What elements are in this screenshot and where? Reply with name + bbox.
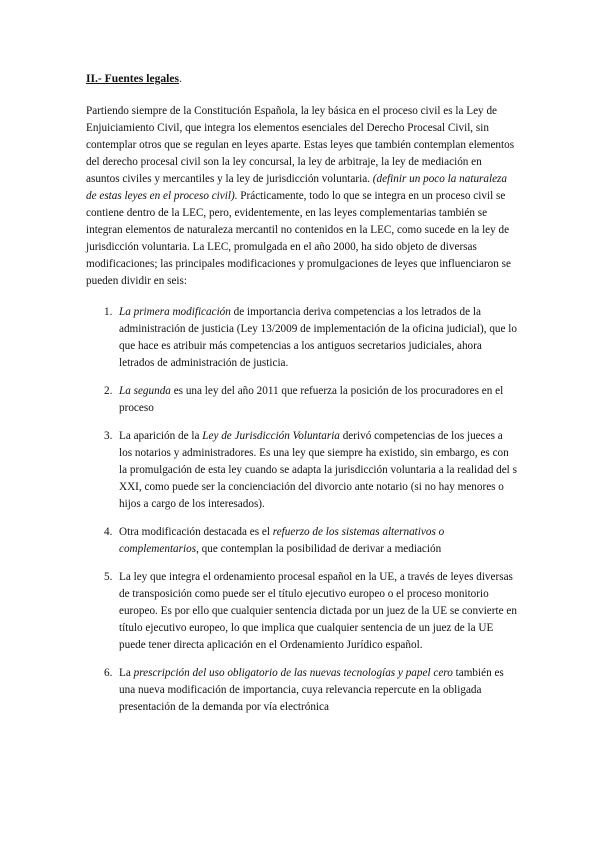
list-item-text-post: también es una nueva modificación de importancia, cuya relevancia repercute en la obligada presentación de la demanda por vía electrónica <box>119 667 504 713</box>
section-heading <box>86 70 518 87</box>
intro-text-part1: Partiendo siempre de la Constitución Española, la ley básica en el proceso civil es la Ley de Enjuiciamiento Civil, que integra los elementos esenciales del Derecho Procesal Civil, sin contemplar otros que se regulan en leyes aparte. Estas leyes que también contemplan elementos del derecho procesal civil son la ley concursal, la ley de arbitraje, la ley de mediación en asuntos civiles y mercantiles y la ley de jurisdicción voluntaria. <box>86 105 515 185</box>
list-item-number: 3. <box>104 430 113 442</box>
list-item-text-post: de importancia deriva competencias a los letrados de la administración de justicia (Ley 13/2009 de implementación de la oficina judicial), que lo que hace es atribuir más competencias a los antiguos secretarios judiciales, ahora letrados de administración de justicia. <box>119 306 517 369</box>
list-item-number: 5. <box>104 571 113 583</box>
list-item-number: 1. <box>104 306 113 318</box>
list-item-number: 4. <box>104 526 113 538</box>
section-heading-punct: . <box>179 72 182 85</box>
list-item-text-pre: La aparición de la <box>119 430 203 442</box>
modifications-list <box>86 304 518 716</box>
list-item <box>86 428 518 513</box>
list-item-number: 2. <box>104 385 113 397</box>
list-item <box>86 304 518 372</box>
list-item-italic: refuerzo de los sistemas alternativos o complementarios <box>119 526 445 555</box>
list-item-italic: prescripción del uso obligatorio de las nuevas tecnologías y papel cero <box>133 667 453 679</box>
list-item <box>86 383 518 417</box>
list-item-number: 6. <box>104 667 113 679</box>
list-item-text-pre: Otra modificación destacada es el <box>119 526 273 538</box>
list-item-italic: La segunda <box>119 385 171 397</box>
intro-italic-note: (definir un poco la naturaleza de estas leyes en el proceso civil). <box>86 173 508 202</box>
list-item-text-post: es una ley del año 2011 que refuerza la posición de los procuradores en el proceso <box>119 385 504 414</box>
list-item-text-post: , que contemplan la posibilidad de derivar a mediación <box>196 543 442 555</box>
list-item <box>86 569 518 654</box>
list-item-italic: Ley de Jurisdicción Voluntaria <box>202 430 340 442</box>
list-item-italic: La primera modificación <box>119 306 231 318</box>
list-item <box>86 524 518 558</box>
intro-text-part2: Prácticamente, todo lo que se integra en un proceso civil se contiene dentro de la LEC, pero, evidentemente, en las leyes complementarias también se integran elementos de naturaleza mercantil no contenidos en la LEC, como sucede en la ley de jurisdicción voluntaria. La LEC, promulgada en el año 2000, ha sido objeto de diversas modificaciones; las principales modificaciones y promulgaciones de leyes que influenciaron se pueden dividir en seis: <box>86 190 511 287</box>
list-item-text-pre: La <box>119 667 134 679</box>
list-item <box>86 665 518 716</box>
document-page <box>86 70 518 727</box>
section-heading-label: II.- Fuentes legales <box>86 72 180 85</box>
intro-paragraph <box>86 103 518 290</box>
list-item-text-pre: La ley que integra el ordenamiento procesal español en la UE, a través de leyes diversas de transposición como puede ser el título ejecutivo europeo o el proceso monitorio europeo. Es por ello que cualquier sentencia dictada por un juez de la UE se convierte en título ejecutivo europeo, lo que implica que cualquier sentencia de un juez de la UE puede tener directa aplicación en el Ordenamiento Jurídico español. <box>119 571 517 651</box>
list-item-text-post: derivó competencias de los jueces a los notarios y administradores. Es una ley que siempre ha existido, sin embargo, es con la promulgación de esta ley cuando se adapta la jurisdicción voluntaria a la realidad del s XXI, como puede ser la concienciación del divorcio ante notario (si no hay menores o hijos a cargo de los interesados). <box>119 430 517 510</box>
